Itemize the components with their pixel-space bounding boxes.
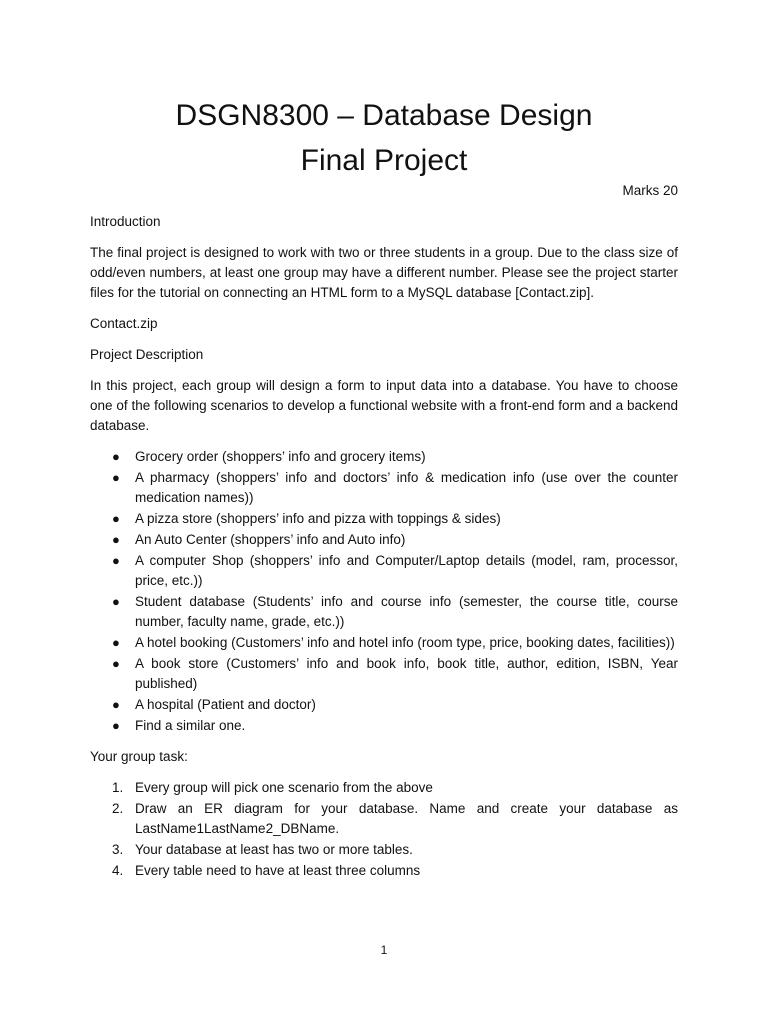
document-subtitle: Final Project	[300, 144, 468, 177]
list-item-text: Student database (Students’ info and course info (semester, the course title, course number, faculty name, grade, etc.))	[135, 594, 678, 629]
list-item-text: A pharmacy (shoppers’ info and doctors’ info & medication info (use over the counter medication names))	[135, 470, 678, 505]
list-item-text: Every group will pick one scenario from the above	[135, 780, 433, 795]
bullet-icon: ●	[112, 511, 120, 526]
list-item-text: Grocery order (shoppers’ info and grocery items)	[135, 449, 426, 464]
bullet-icon: ●	[112, 449, 120, 464]
list-item-text: A book store (Customers’ info and book info, book title, author, edition, ISBN, Year published)	[135, 656, 678, 691]
list-item-number: 3.	[112, 842, 124, 857]
list-item-text: A hospital (Patient and doctor)	[135, 697, 316, 712]
list-item	[90, 468, 678, 508]
bullet-icon: ●	[112, 532, 120, 547]
document-title: DSGN8300 – Database Design	[175, 99, 593, 132]
list-item	[90, 530, 678, 550]
list-item-number: 4.	[112, 863, 124, 878]
marks-label: Marks 20	[622, 183, 678, 198]
list-item	[90, 861, 678, 881]
list-item-number: 2.	[112, 801, 124, 816]
list-item	[90, 778, 678, 798]
list-item-number: 1.	[112, 780, 124, 795]
list-item-text: Every table need to have at least three columns	[135, 863, 421, 878]
list-item-text: Your database at least has two or more tables.	[135, 842, 413, 857]
bullet-icon: ●	[112, 656, 120, 671]
description-heading: Project Description	[90, 347, 204, 362]
bullet-icon: ●	[112, 594, 120, 609]
list-item-text: An Auto Center (shoppers’ info and Auto info)	[135, 532, 406, 547]
list-item	[90, 447, 678, 467]
bullet-icon: ●	[112, 553, 120, 568]
document-page	[90, 0, 678, 1024]
bullet-icon: ●	[112, 635, 120, 650]
bullet-icon: ●	[112, 697, 120, 712]
bullet-icon: ●	[112, 470, 120, 485]
bullet-icon: ●	[112, 718, 120, 733]
list-item	[90, 592, 678, 632]
scenario-list	[90, 447, 678, 736]
intro-heading: Introduction	[90, 214, 161, 229]
list-item-text: A computer Shop (shoppers’ info and Computer/Laptop details (model, ram, processor, price, etc.))	[135, 553, 678, 588]
tasks-heading: Your group task:	[90, 749, 188, 764]
page-number: 1	[380, 943, 388, 957]
list-item	[90, 509, 678, 529]
list-item	[90, 695, 678, 715]
intro-paragraph: The final project is designed to work with two or three students in a group. Due to the class size of odd/even numbers, at least one group may have a different number. Please see the project starter files for the tutorial on connecting an HTML form to a MySQL database [Contact.zip].	[90, 245, 678, 300]
list-item-text: A pizza store (shoppers’ info and pizza with toppings & sides)	[135, 511, 501, 526]
list-item	[90, 840, 678, 860]
document-body	[90, 212, 678, 892]
task-list	[90, 778, 678, 881]
list-item	[90, 716, 678, 736]
list-item	[90, 633, 678, 653]
list-item-text: A hotel booking (Customers’ info and hotel info (room type, price, booking dates, facilities))	[135, 635, 675, 650]
attachment-link[interactable]: Contact.zip	[90, 316, 158, 331]
list-item	[90, 551, 678, 591]
list-item	[90, 654, 678, 694]
list-item	[90, 799, 678, 839]
list-item-text: Draw an ER diagram for your database. Name and create your database as LastName1LastName2_DBName.	[135, 801, 678, 836]
list-item-text: Find a similar one.	[135, 718, 246, 733]
description-paragraph: In this project, each group will design a form to input data into a database. You have to choose one of the following scenarios to develop a functional website with a front-end form and a backend database.	[90, 378, 678, 433]
